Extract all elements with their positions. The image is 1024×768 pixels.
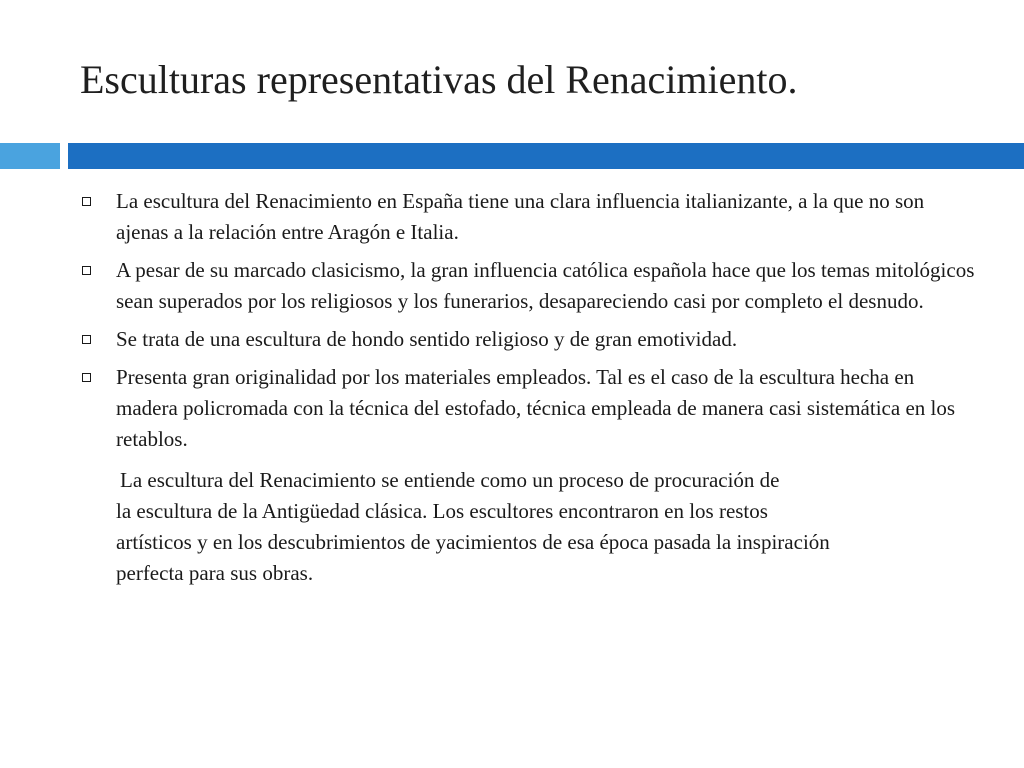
hollow-square-bullet-icon [82, 335, 91, 344]
bullet-item [80, 362, 980, 455]
slide-content [80, 186, 980, 589]
accent-bar-right [68, 143, 1024, 169]
bullet-item [80, 186, 980, 248]
paragraph-line: artísticos y en los descubrimientos de yacimientos de esa época pasada la inspiración [116, 530, 830, 554]
slide-title: Esculturas representativas del Renacimiento. [80, 57, 798, 102]
bullet-text: Presenta gran originalidad por los materiales empleados. Tal es el caso de la escultura hecha en madera policromada con la técnica del estofado, técnica empleada de manera casi sistemática en los retablos. [116, 365, 956, 451]
paragraph-line: la escultura de la Antigüedad clásica. Los escultores encontraron en los restos [116, 499, 768, 523]
hollow-square-bullet-icon [82, 373, 91, 382]
bullet-text: A pesar de su marcado clasicismo, la gran influencia católica española hace que los temas mitológicos sean superados por los religiosos y los funerarios, desapareciendo casi por completo el desnudo. [116, 258, 975, 313]
accent-bar-left [0, 143, 60, 169]
hollow-square-bullet-icon [82, 266, 91, 275]
bullet-item [80, 324, 980, 355]
bullet-text: La escultura del Renacimiento en España tiene una clara influencia italianizante, a la que no son ajenas a la relación entre Aragón e Italia. [116, 189, 925, 244]
bullet-item [80, 255, 980, 317]
paragraph-line: La escultura del Renacimiento se entiende como un proceso de procuración de [120, 468, 780, 492]
paragraph-line: perfecta para sus obras. [116, 561, 314, 585]
bullet-text: Se trata de una escultura de hondo sentido religioso y de gran emotividad. [116, 327, 738, 351]
hollow-square-bullet-icon [82, 197, 91, 206]
closing-paragraph [80, 465, 980, 589]
